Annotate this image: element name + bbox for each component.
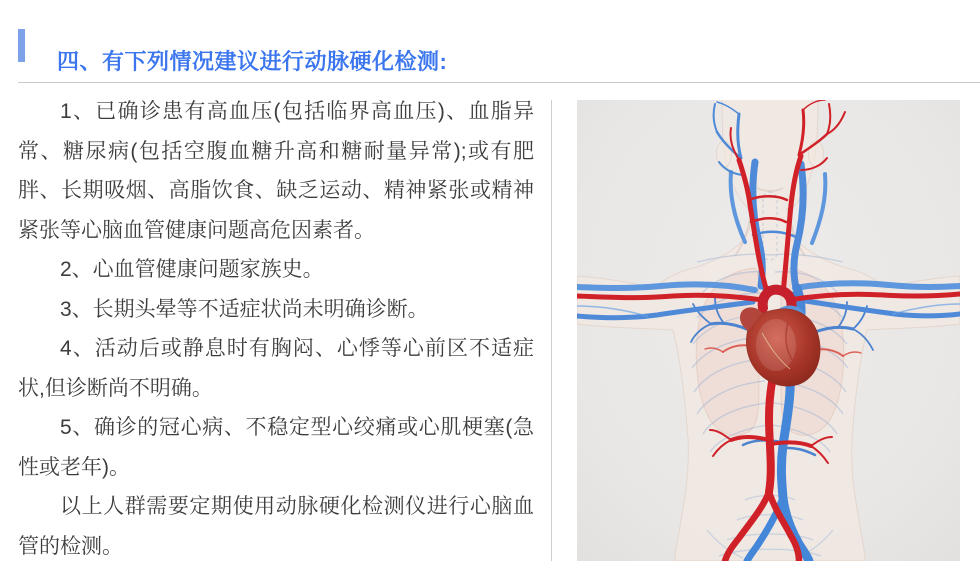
paragraph-3: 3、长期头晕等不适症状尚未明确诊断。 <box>60 297 429 321</box>
paragraph-1: 1、已确诊患有高血压(包括临界高血压)、血脂异常、糖尿病(包括空腹血糖升高和糖耐量异常);或有肥胖、长期吸烟、高脂饮食、缺乏运动、精神紧张或精神紧张等心脑血管健康问题高危因素者。 <box>18 100 534 242</box>
column-divider <box>551 100 552 561</box>
title-accent-bar <box>18 29 25 62</box>
circulatory-system-figure <box>577 100 960 561</box>
paragraph-2: 2、心血管健康问题家族史。 <box>60 258 324 281</box>
paragraph-6: 以上人群需要定期使用动脉硬化检测仪进行心脑血管的检测。 <box>18 495 534 558</box>
body-text <box>18 92 534 566</box>
paragraph-4: 4、活动后或静息时有胸闷、心悸等心前区不适症状,但诊断尚不明确。 <box>18 337 534 400</box>
header-divider <box>18 82 980 83</box>
page-title: 四、有下列情况建议进行动脉硬化检测: <box>57 48 448 74</box>
circulatory-system-illustration <box>577 100 960 561</box>
paragraph-5: 5、确诊的冠心病、不稳定型心绞痛或心肌梗塞(急性或老年)。 <box>18 416 534 479</box>
